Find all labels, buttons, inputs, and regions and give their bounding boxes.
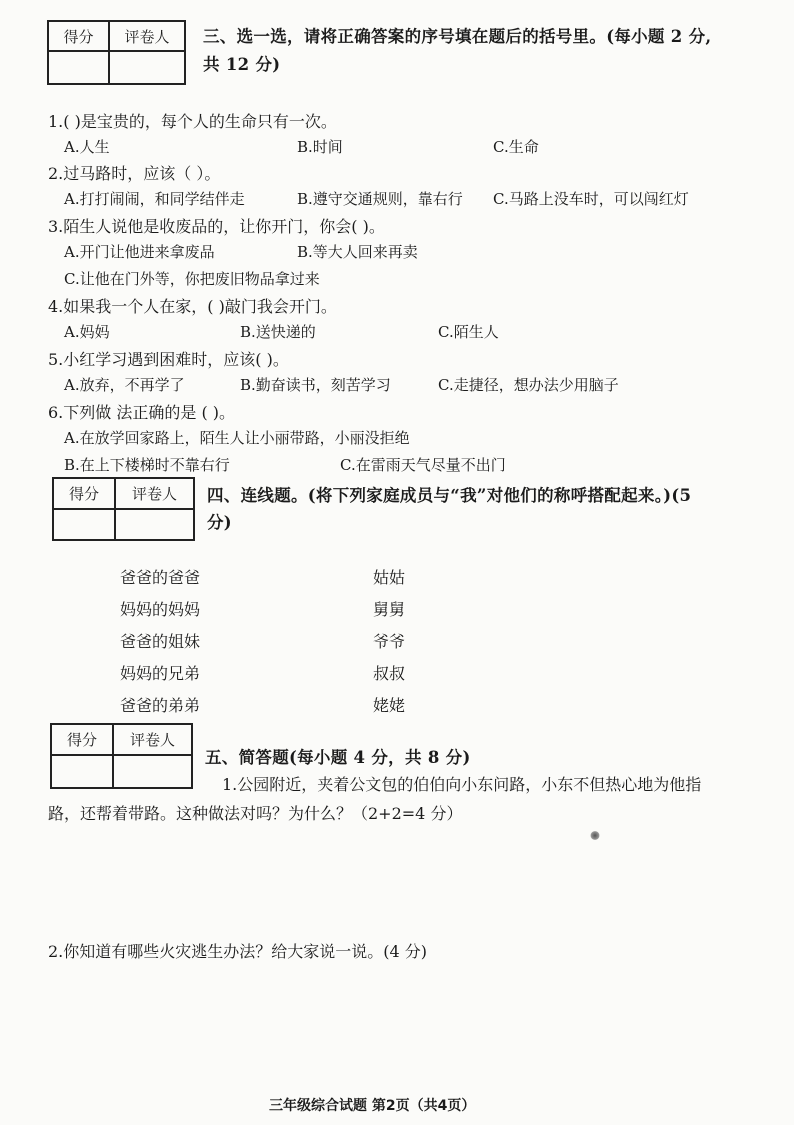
match-right-item[interactable]: 爷爷 [373, 632, 406, 651]
section5-q1-line2: 路，还帮着带路。这种做法对吗？为什么？（2+2=4 分） [48, 804, 463, 823]
question-6-option-b: B.在上下楼梯时不靠右行 [64, 456, 230, 474]
question-4-stem: 4.如果我一个人在家，( )敲门我会开门。 [48, 297, 337, 316]
match-right-item[interactable]: 姑姑 [373, 568, 406, 587]
score-cell[interactable] [53, 509, 115, 540]
question-2-option-b: B.遵守交通规则，靠右行 [297, 190, 463, 208]
match-right-item[interactable]: 舅舅 [373, 600, 406, 619]
score-box-section5 [50, 723, 193, 789]
question-1-option-c: C.生命 [493, 138, 539, 156]
section4-title-line1: 四、连线题。(将下列家庭成员与“我”对他们的称呼搭配起来。)(5 [207, 486, 692, 505]
section5-title: 五、简答题(每小题 4 分，共 8 分) [205, 748, 471, 767]
question-5-option-b: B.勤奋读书，刻苦学习 [240, 376, 391, 394]
question-3-stem: 3.陌生人说他是收废品的，让你开门，你会( )。 [48, 217, 385, 236]
question-5-stem: 5.小红学习遇到困难时，应该( )。 [48, 350, 289, 369]
score-header: 得分 [53, 478, 115, 509]
match-left-item[interactable]: 爸爸的弟弟 [120, 696, 201, 715]
grader-header: 评卷人 [109, 21, 185, 51]
grader-header: 评卷人 [113, 724, 192, 755]
question-4-option-c: C.陌生人 [438, 323, 499, 341]
question-6-option-c: C.在雷雨天气尽量不出门 [340, 456, 506, 474]
ink-smudge [590, 831, 600, 840]
section5-q2: 2.你知道有哪些火灾逃生办法？给大家说一说。(4 分) [48, 942, 428, 961]
score-header: 得分 [48, 21, 109, 51]
question-4-option-b: B.送快递的 [240, 323, 316, 341]
match-right-item[interactable]: 叔叔 [373, 664, 406, 683]
question-5-option-a: A.放弃，不再学了 [64, 376, 185, 394]
score-header: 得分 [51, 724, 113, 755]
question-1-option-a: A.人生 [64, 138, 110, 156]
question-6-stem: 6.下列做 法正确的是 ( )。 [48, 403, 236, 422]
question-3-option-c: C.让他在门外等，你把废旧物品拿过来 [64, 270, 320, 288]
grader-cell[interactable] [109, 51, 185, 84]
page-footer: 三年级综合试题 第2页（共4页） [269, 1098, 476, 1114]
grader-cell[interactable] [115, 509, 194, 540]
section3-title-line2: 共 12 分) [203, 55, 281, 74]
score-box-section3 [47, 20, 186, 85]
section4-title-line2: 分) [207, 513, 232, 532]
match-left-item[interactable]: 爸爸的爸爸 [120, 568, 201, 587]
section5-q1-line1: 1.公园附近，夹着公文包的伯伯向小东问路，小东不但热心地为他指 [222, 775, 702, 794]
question-2-stem: 2.过马路时，应该（ ）。 [48, 164, 221, 183]
match-right-item[interactable]: 姥姥 [373, 696, 406, 715]
section3-title-line1: 三、选一选，请将正确答案的序号填在题后的括号里。(每小题 2 分, [203, 27, 712, 46]
grader-header: 评卷人 [115, 478, 194, 509]
question-3-option-a: A.开门让他进来拿废品 [64, 243, 215, 261]
question-5-option-c: C.走捷径，想办法少用脑子 [438, 376, 619, 394]
question-6-option-a: A.在放学回家路上，陌生人让小丽带路，小丽没拒绝 [64, 429, 410, 447]
question-2-option-a: A.打打闹闹，和同学结伴走 [64, 190, 245, 208]
question-3-option-b: B.等大人回来再卖 [297, 243, 418, 261]
question-4-option-a: A.妈妈 [64, 323, 110, 341]
question-1-option-b: B.时间 [297, 138, 343, 156]
grader-cell[interactable] [113, 755, 192, 788]
match-left-item[interactable]: 妈妈的兄弟 [120, 664, 201, 683]
score-cell[interactable] [48, 51, 109, 84]
match-left-item[interactable]: 爸爸的姐妹 [120, 632, 201, 651]
match-left-item[interactable]: 妈妈的妈妈 [120, 600, 201, 619]
question-2-option-c: C.马路上没车时，可以闯红灯 [493, 190, 689, 208]
score-cell[interactable] [51, 755, 113, 788]
question-1-stem: 1.( )是宝贵的，每个人的生命只有一次。 [48, 112, 337, 131]
score-box-section4 [52, 477, 195, 541]
